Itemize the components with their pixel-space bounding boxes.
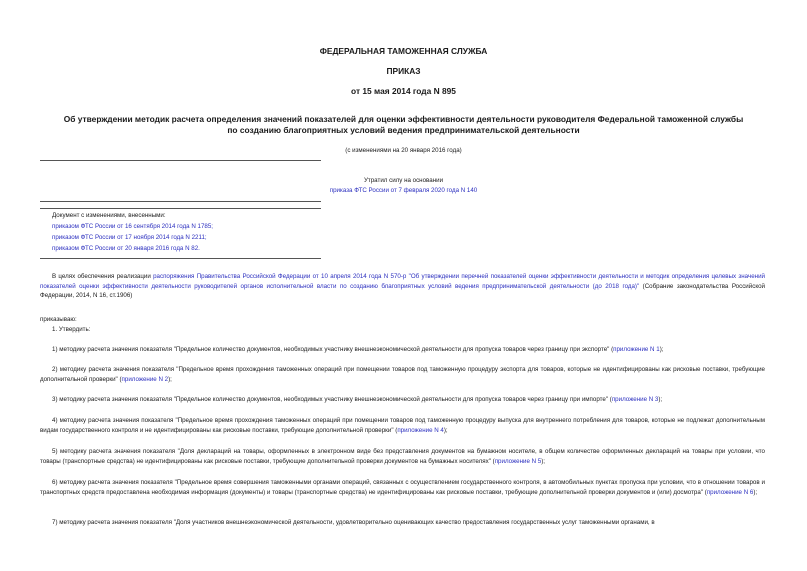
- repeal-text: Утратил силу на основании: [363, 177, 444, 184]
- divider: [40, 208, 321, 209]
- appendix-link[interactable]: приложение N 1: [613, 346, 660, 353]
- doc-date-number: от 15 мая 2014 года N 895: [351, 86, 456, 96]
- amendments-intro: Документ с изменениями, внесенными:: [52, 212, 166, 219]
- list-item: 4) методику расчета значения показателя "Предельное время прохождения таможенных операций при помещении товаров под таможенную процедуру выпуска для внутреннего потребления для товаров, которые не подлежат дополнительным видам государственного контроля и не идентифицированы как рисковые поставки, требующие дополнительной проверки" (приложение N 4);: [40, 417, 765, 434]
- appendix-link[interactable]: приложение N 5: [494, 457, 542, 465]
- list-item: 3) методику расчета значения показателя "Предельное количество документов, необходимых участнику внешнеэкономической деятельности для пропуска товаров через границу при импорте" (приложение N 3);: [52, 396, 663, 403]
- appendix-link[interactable]: приложение N 3: [611, 396, 659, 403]
- repeal-link[interactable]: приказа ФТС России от 7 февраля 2020 года N 140: [329, 187, 478, 194]
- preamble-paragraph: [40, 272, 765, 301]
- appendix-link[interactable]: приложение N 2: [121, 375, 169, 383]
- org-name: ФЕДЕРАЛЬНАЯ ТАМОЖЕННАЯ СЛУЖБА: [319, 46, 488, 56]
- appendix-link[interactable]: приложение N 4: [397, 426, 444, 434]
- amendment-link-2[interactable]: приказом ФТС России от 17 ноября 2014 года N 2211;: [52, 234, 207, 241]
- doc-title-line2: по созданию благоприятных условий ведения предпринимательской деятельности: [227, 125, 580, 135]
- list-item: 6) методику расчета значения показателя "Предельное время совершения таможенными органами операций, связанных с осуществлением государственного контроля, в автомобильных пунктах пропуска при условии, что в отношении товаров и транспортных средств предоставлена необходимая информация (документы) и товары (транспортные средства) не идентифицированы как рисковые поставки, требующие дополнительной проверки документов и (или) досмотра" (приложение N 6);: [40, 479, 765, 496]
- list-item: 2) методику расчета значения показателя "Предельное время прохождения таможенных операций при помещении товаров под таможенную процедуру экспорта для товаров, которые не идентифицированы как рисковые поставки, требующие дополнительной проверки" (приложение N 2);: [40, 366, 765, 383]
- amendment-link-3[interactable]: приказом ФТС России от 20 января 2016 года N 82.: [52, 245, 200, 252]
- doc-type: ПРИКАЗ: [386, 66, 421, 76]
- changes-note: (с изменениями на 20 января 2016 года): [345, 147, 462, 154]
- divider: [40, 258, 321, 259]
- list-item: 5) методику расчета значения показателя "Доля деклараций на товары, оформленных в электронном виде без представления документов на бумажном носителе, в общем количестве оформленных деклараций на товары при условии, что товары (транспортные средства) не идентифицированы как рисковые поставки, требующие дополнительной проверки документов на бумажных носителях" (приложение N 5);: [40, 448, 765, 465]
- order-word: приказываю:: [40, 316, 77, 323]
- list-item: 7) методику расчета значения показателя "Доля участников внешнеэкономической деятельности, удовлетворительно оценивающих качество предоставления государственных услуг таможенными органами, в: [52, 519, 655, 526]
- item-approve: 1. Утвердить:: [52, 326, 91, 333]
- appendix-link[interactable]: приложение N 6: [706, 488, 754, 496]
- preamble-text: В целях обеспечения реализации: [52, 273, 154, 280]
- divider: [40, 160, 321, 161]
- divider: [40, 201, 321, 202]
- preamble-source: (Собрание законодательства Российской Федерации, 2014, N 16, ст.1906): [40, 282, 765, 299]
- list-item: 1) методику расчета значения показателя "Предельное количество документов, необходимых участнику внешнеэкономической деятельности для пропуска товаров через границу при экспорте" (приложение N 1);: [52, 346, 664, 353]
- amendment-link-1[interactable]: приказом ФТС России от 16 сентября 2014 года N 1785;: [52, 223, 214, 230]
- doc-title-line1: Об утверждении методик расчета определения значений показателей для оценки эффективности деятельности руководителя Федеральной таможенной службы: [63, 114, 744, 124]
- preamble-link[interactable]: распоряжения Правительства Российской Федерации от 10 апреля 2014 года N 570-р "Об утверждении перечней показателей оценки эффективности деятельности и методик определения целевых значений показателей оценки эффективности деятельности руководителей органов исполнительной власти по созданию благоприятных условий ведения предпринимательской деятельности (до 2018 года)": [40, 273, 765, 290]
